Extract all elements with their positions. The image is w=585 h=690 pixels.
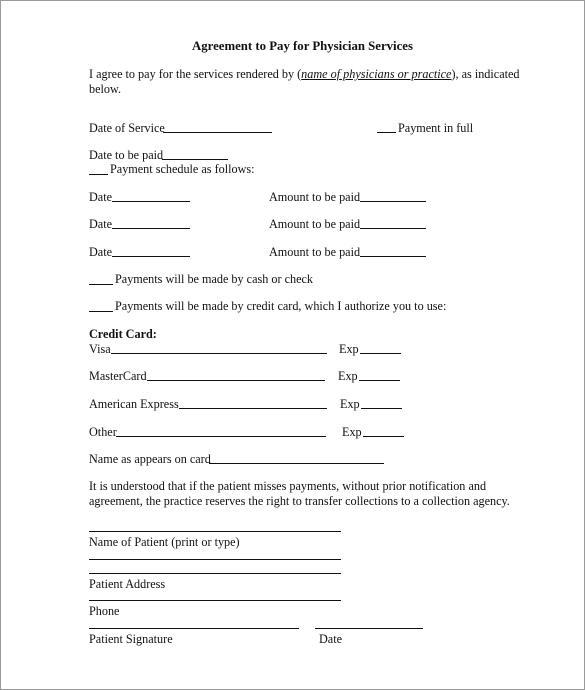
phone-field[interactable] <box>89 600 341 601</box>
schedule-amount-label: Amount to be paid <box>269 217 361 231</box>
card-exp-field[interactable] <box>359 380 400 381</box>
collections-notice-line-2: agreement, the practice reserves the right to transfer collections to a collection agency. <box>89 494 510 508</box>
credit-card-option-label: Payments will be made by credit card, which I authorize you to use: <box>115 299 447 313</box>
credit-card-heading: Credit Card: <box>89 327 157 341</box>
name-on-card-field[interactable] <box>209 463 384 464</box>
patient-name-field[interactable] <box>89 531 341 532</box>
card-number-field[interactable] <box>116 436 326 437</box>
card-number-field[interactable] <box>179 408 327 409</box>
date-to-be-paid-field[interactable] <box>162 159 228 160</box>
card-exp-label: Exp <box>339 342 359 356</box>
schedule-date-field[interactable] <box>112 256 190 257</box>
name-on-card-label: Name as appears on card <box>89 452 211 466</box>
schedule-date-field[interactable] <box>112 228 190 229</box>
card-name-label: Other <box>89 425 117 439</box>
signature-date-field[interactable] <box>315 628 423 629</box>
card-name-label: Visa <box>89 342 111 356</box>
patient-name-label: Name of Patient (print or type) <box>89 535 240 549</box>
payment-in-full-checkbox[interactable] <box>377 132 396 133</box>
payment-schedule-label: Payment schedule as follows: <box>110 162 255 176</box>
schedule-date-field[interactable] <box>112 201 190 202</box>
date-to-be-paid-label: Date to be paid <box>89 148 164 162</box>
credit-card-checkbox[interactable] <box>89 311 113 312</box>
document-title: Agreement to Pay for Physician Services <box>192 39 413 53</box>
schedule-amount-field[interactable] <box>360 228 426 229</box>
collections-notice-line-1: It is understood that if the patient misses payments, without prior notification and <box>89 479 487 493</box>
intro-end: ), as indicated <box>451 67 520 81</box>
patient-signature-field[interactable] <box>89 628 299 629</box>
card-exp-label: Exp <box>338 369 358 383</box>
payment-schedule-checkbox[interactable] <box>89 174 108 175</box>
physician-name-placeholder: name of physicians or practice <box>301 67 452 81</box>
patient-address-field-2[interactable] <box>89 573 341 574</box>
date-of-service-label: Date of Service <box>89 121 165 135</box>
card-exp-field[interactable] <box>363 436 404 437</box>
card-number-field[interactable] <box>147 380 325 381</box>
patient-address-field[interactable] <box>89 559 341 560</box>
patient-signature-label: Patient Signature <box>89 632 173 646</box>
intro-line-2: below. <box>89 82 122 96</box>
card-exp-label: Exp <box>342 425 362 439</box>
card-number-field[interactable] <box>111 353 327 354</box>
payment-in-full-label: Payment in full <box>398 121 474 135</box>
schedule-date-label: Date <box>89 217 113 231</box>
phone-label: Phone <box>89 604 120 618</box>
card-name-label: American Express <box>89 397 179 411</box>
schedule-amount-field[interactable] <box>360 256 426 257</box>
schedule-amount-field[interactable] <box>360 201 426 202</box>
schedule-amount-label: Amount to be paid <box>269 190 361 204</box>
cash-check-checkbox[interactable] <box>89 284 113 285</box>
card-exp-field[interactable] <box>360 353 401 354</box>
cash-check-label: Payments will be made by cash or check <box>115 272 313 286</box>
signature-date-label: Date <box>319 632 343 646</box>
schedule-date-label: Date <box>89 245 113 259</box>
intro-line-1 <box>89 67 520 82</box>
card-exp-field[interactable] <box>361 408 402 409</box>
date-of-service-field[interactable] <box>163 132 272 133</box>
card-exp-label: Exp <box>340 397 360 411</box>
schedule-amount-label: Amount to be paid <box>269 245 361 259</box>
patient-address-label: Patient Address <box>89 577 166 591</box>
schedule-date-label: Date <box>89 190 113 204</box>
intro-start: I agree to pay for the services rendered by ( <box>89 67 302 81</box>
card-name-label: MasterCard <box>89 369 147 383</box>
